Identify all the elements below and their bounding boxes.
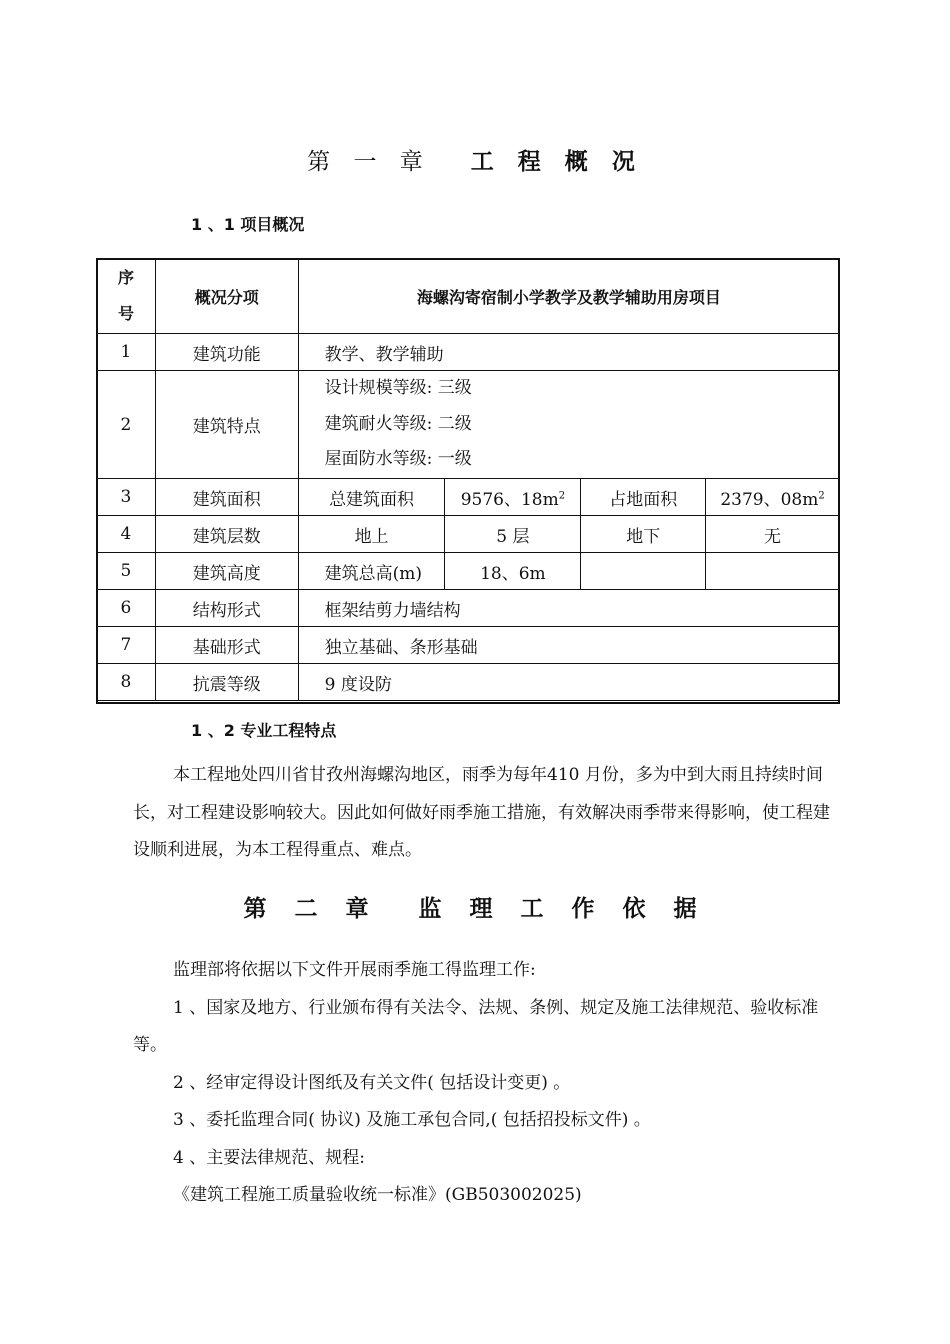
chapter-2-heading [0, 890, 950, 923]
table-row: 2 建筑特点 设计规模等级: 三级 建筑耐火等级: 二级 屋面防水等级: 一级 [97, 371, 840, 479]
table-header-row [97, 259, 840, 334]
basis-item-4: 4 、主要法律规范、规程: [173, 1147, 365, 1168]
table-row: 1 建筑功能 教学、教学辅助 [97, 334, 840, 371]
table-row: 6 结构形式 框架结剪力墙结构 [97, 590, 840, 627]
supervision-basis-list [133, 952, 833, 1215]
standard-1: 《建筑工程施工质量验收统一标准》(GB503002025) [173, 1185, 582, 1205]
table-row: 4 建筑层数 地上 5 层 地下 无 [97, 516, 840, 553]
chapter-2-number: 第 二 章 [243, 895, 379, 922]
project-overview-table [96, 258, 840, 701]
project-feature-paragraph: 本工程地处四川省甘孜州海螺沟地区，雨季为每年410 月份，多为中到大雨且持续时间长，对工程建设影响较大。因此如何做好雨季施工措施，有效解决雨季带来得影响，使工程建设顺利进展，为本工程得重点、难点。 [133, 765, 830, 860]
header-category: 概况分项 [155, 259, 298, 334]
table-row: 3 建筑面积 总建筑面积 9576、$18m^2$ 占地面积 2379、$08m^2$ [97, 479, 840, 516]
chapter-1-number: 第 一 章 [307, 149, 431, 175]
header-project-name: 海螺沟寄宿制小学教学及教学辅助用房项目 [298, 259, 839, 334]
table-row: 5 建筑高度 建筑总高(m) 18、6m [97, 553, 840, 590]
chapter-1-title: 工 程 概 况 [470, 148, 643, 175]
header-seq: 序 号 [97, 259, 156, 334]
section-1-1-heading: 1 、1 项目概况 [191, 215, 305, 234]
table-row: 8 抗震等级 9 度设防 [97, 664, 840, 701]
chapter-2-title: 监 理 工 作 依 据 [418, 895, 707, 922]
basis-item-3: 3 、委托监理合同( 协议) 及施工承包合同,( 包括招投标文件) 。 [173, 1110, 651, 1130]
basis-intro: 监理部将依据以下文件开展雨季施工得监理工作: [173, 960, 536, 980]
building-features-cell: 设计规模等级: 三级 建筑耐火等级: 二级 屋面防水等级: 一级 [298, 371, 839, 479]
section-1-2-heading: 1 、2 专业工程特点 [191, 721, 337, 740]
chapter-1-heading [0, 143, 950, 176]
basis-item-1: 1 、国家及地方、行业颁布得有关法令、法规、条例、规定及施工法律规范、验收标准等。 [133, 997, 819, 1055]
basis-item-2: 2 、经审定得设计图纸及有关文件( 包括设计变更) 。 [173, 1072, 571, 1093]
table-row: 7 基础形式 独立基础、条形基础 [97, 627, 840, 664]
